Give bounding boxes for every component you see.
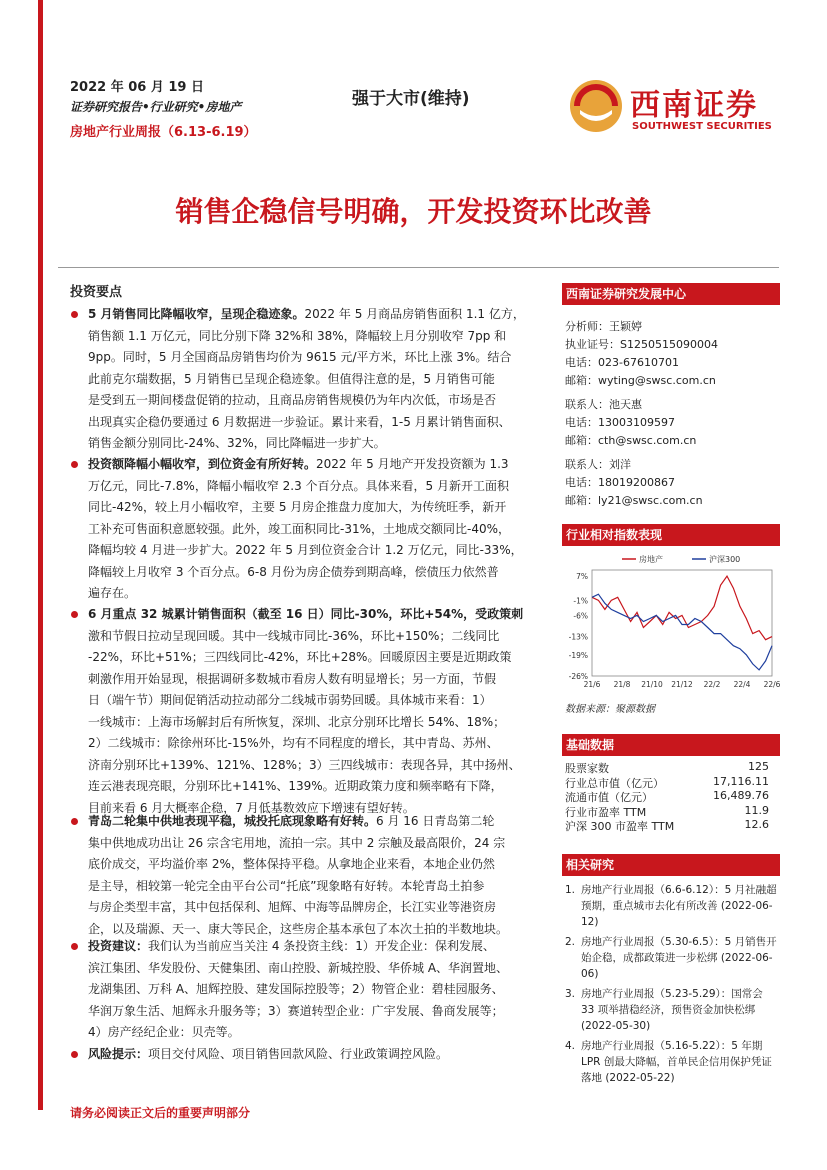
legend-label: 房地产 bbox=[639, 555, 663, 564]
report-date: 2022 年 06 月 19 日 bbox=[70, 80, 204, 95]
y-tick-label: -13% bbox=[568, 632, 588, 642]
y-tick-label: -6% bbox=[573, 611, 588, 621]
basic-data-table bbox=[565, 760, 769, 833]
divider bbox=[58, 267, 779, 268]
footer-disclaimer: 请务必阅读正文后的重要声明部分 bbox=[70, 1106, 251, 1120]
legend-label: 沪深300 bbox=[709, 555, 741, 564]
relative-index-chart bbox=[562, 548, 780, 698]
table-row: 行业总市值（亿元） 17,116.11 bbox=[565, 774, 769, 790]
paragraph-4: 青岛二轮集中供地表现平稳，城投托底现象略有好转。6 月 16 日青岛第二轮 集中供地成功出让 26 宗含宅用地，流拍一宗。其中 2 宗触及最高限价，24 宗 底价成交，平均溢价率 2%，整体保持平稳。从拿地企业来看，本地企业仍然 是主导，相较第一轮完全由平台公司“托底”现象略有好转。本轮青岛土拍参 与房企类型丰富，其中包括保利、旭辉、中海等品牌房企，长江实业等港资房 企，以及瑞源、天一、康大等民企，这些房企基本承包了本次土拍的半数地块。 bbox=[88, 814, 509, 936]
y-tick-label: -1% bbox=[573, 596, 588, 606]
x-tick-label: 21/8 bbox=[613, 680, 631, 689]
page-title: 销售企稳信号明确，开发投资环比改善 bbox=[175, 195, 652, 228]
contact-email[interactable]: 邮箱：cth@swsc.com.cn bbox=[565, 434, 697, 447]
series-line-csi300 bbox=[592, 594, 772, 670]
logo-text-cn: 西南证券 bbox=[630, 88, 758, 123]
series-line-real-estate bbox=[592, 576, 772, 640]
x-tick-label: 22/2 bbox=[703, 680, 721, 689]
report-series: 房地产行业周报（6.13-6.19） bbox=[70, 125, 257, 140]
paragraph-5: 投资建议：我们认为当前应当关注 4 条投资主线：1）开发企业：保利发展、 滨江集团、华发股份、天健集团、南山控股、新城控股、华侨城 A、华润置地、 龙湖集团、万科 A、旭辉控股、建发国际控股等；2）物管企业：碧桂园服务、 华润万象生活、旭辉永升服务等；3）赛道转型企业：广宇发展、鲁商发展等； 4）房产经纪企业：贝壳等。 bbox=[88, 939, 509, 1039]
plot-frame bbox=[592, 570, 772, 676]
table-row: 股票家数 125 bbox=[565, 760, 769, 775]
x-tick-label: 21/10 bbox=[641, 680, 663, 689]
y-tick-label: -26% bbox=[568, 672, 588, 681]
contact-email[interactable]: 邮箱：ly21@swsc.com.cn bbox=[565, 494, 703, 507]
contact-phone: 电话：18019200867 bbox=[565, 476, 675, 489]
report-type: 证券研究报告•行业研究•房地产 bbox=[70, 100, 242, 114]
paragraph-1: 5 月销售同比降幅收窄，呈现企稳迹象。2022 年 5 月商品房销售面积 1.1 亿方， 销售额 1.1 万亿元，同比分别下降 32%和 38%，降幅较上月分别收窄 7pp 和 9pp。同时，5 月全国商品房销售均价为 9615 元/平方米，环比上涨 3%。结合 此前克尔瑞数据，5 月销售已呈现企稳迹象。但值得注意的是，5 月销售可能 是受到五一期间楼盘促销的拉动，且商品房销售规模仍为年内次低，市场是否 出现真实企稳仍要通过 6 月数据进一步验证。累计来看，1-5 月累计销售面积、 销售金额分别同比-24%、32%，同比降幅进一步扩大。 bbox=[88, 307, 525, 450]
x-tick-label: 21/6 bbox=[583, 680, 601, 689]
basic-data-header: 基础数据 bbox=[562, 734, 780, 756]
left-accent-bar bbox=[38, 0, 43, 1110]
table-row: 行业市盈率 TTM 11.9 bbox=[565, 803, 769, 819]
x-tick-label: 22/4 bbox=[733, 680, 751, 689]
paragraph-2: 投资额降幅小幅收窄，到位资金有所好转。2022 年 5 月地产开发投资额为 1.3 万亿元，同比-7.8%，降幅小幅收窄 2.3 个百分点。具体来看，5 月新开工面积 同比-42%，较上月小幅收窄，主要 5 月房企推盘力度加大，为传统旺季，新开 工补充可售面积意愿较强。此外，竣工面积同比-31%，土地成交额同比-40%， 降幅均较 4 月进一步扩大。2022 年 5 月到位资金合计 1.2 万亿元，同比-33%， 降幅较上月收窄 3 个百分点。6-8 月份为房企债券到期高峰，偿债压力依然普 遍存在。 bbox=[88, 457, 523, 600]
y-tick-label: -19% bbox=[568, 650, 588, 660]
related-research-header: 相关研究 bbox=[562, 854, 780, 876]
table-row: 流通市值（亿元） 16,489.76 bbox=[565, 789, 769, 804]
chart-section-header: 行业相对指数表现 bbox=[562, 524, 780, 546]
x-tick-label: 22/6 bbox=[763, 680, 780, 689]
section-heading: 投资要点 bbox=[70, 285, 123, 300]
contact-name: 联系人：池天惠 bbox=[565, 398, 642, 411]
paragraph-3: 6 月重点 32 城累计销售面积（截至 16 日）同比-30%，环比+54%，受政策刺 激和节假日拉动呈现回暖。其中一线城市同比-36%，环比+150%；二线同比 -22%，环比+51%；三四线同比-42%，环比+28%。回暖原因主要是近期政策 刺激作用开始显现，根据调研多数城市看房人数有明显增长；另一方面，节假 日（端午节）期间促销活动拉动部分二线城市弱势回暖。具体城市来看：1） 一线城市：上海市场解封后有所恢复，深圳、北京分别环比增长 54%、18%； 2）二线城市：除徐州环比-15%外，均有不同程度的增长，其中青岛、苏州、 济南分别环比+139%、121%、128%；3）三四线城市：表现各异，其中扬州、 连云港表现亮眼，分别环比+141%、139%。近期政策力度和频率略有下降， 目前来看 6 月大概率企稳，7 月低基数效应下增速有望好转。 bbox=[88, 607, 524, 815]
industry-rating: 强于大市(维持) bbox=[352, 89, 470, 109]
paragraph-6: 风险提示：项目交付风险、项目销售回款风险、行业政策调控风险。 bbox=[88, 1047, 449, 1061]
x-tick-label: 21/12 bbox=[671, 680, 693, 689]
table-row: 沪深 300 市盈率 TTM 12.6 bbox=[565, 818, 769, 833]
contact-phone: 电话：13003109597 bbox=[565, 416, 675, 429]
analyst-section-header: 西南证券研究发展中心 bbox=[562, 283, 780, 305]
logo-text-en: SOUTHWEST SECURITIES bbox=[632, 121, 772, 132]
contact-name: 联系人：刘洋 bbox=[565, 458, 631, 471]
analyst-license: 执业证号：S1250515090004 bbox=[565, 338, 718, 351]
analyst-name: 分析师：王颖婷 bbox=[565, 320, 642, 333]
y-tick-label: 7% bbox=[576, 572, 588, 582]
analyst-email[interactable]: 邮箱：wyting@swsc.com.cn bbox=[565, 374, 716, 387]
analyst-phone: 电话：023-67610701 bbox=[565, 356, 679, 369]
chart-source: 数据来源：聚源数据 bbox=[565, 704, 655, 715]
